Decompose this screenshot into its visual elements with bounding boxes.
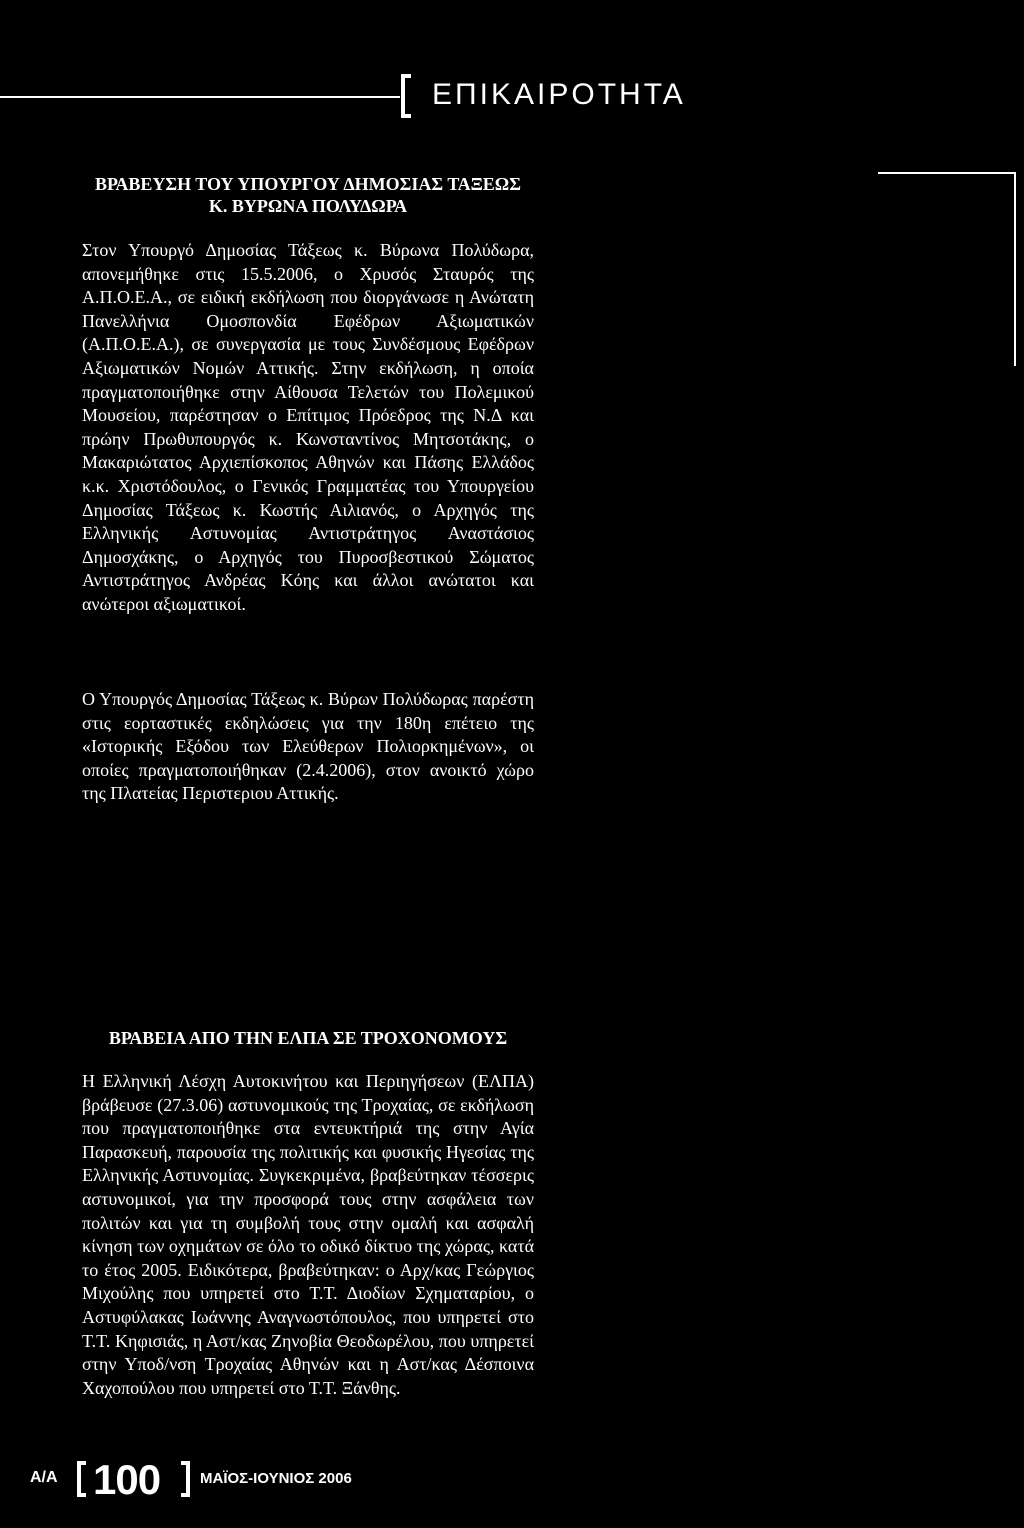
header-rule [0, 96, 400, 98]
article-elpa-awards [82, 1027, 534, 1400]
article-award-minister [82, 173, 534, 617]
left-bracket-icon [76, 1461, 87, 1497]
issue-date: ΜΑΪΟΣ-ΙΟΥΝΙΟΣ 2006 [200, 1470, 352, 1487]
frame-top-rule [878, 172, 1016, 174]
header-bracket-icon [400, 74, 412, 118]
article-body: Στον Υπουργό Δημοσίας Τάξεως κ. Βύρωνα Πολύδωρα, απονεμήθηκε στις 15.5.2006, ο Χρυσός Σταυρός της Α.Π.Ο.Ε.Α., σε ειδική εκδήλωση που διοργάνωσε η Ανώτατη Πανελλήνια Ομοσπονδία Εφέδρων Αξιωματικών (Α.Π.Ο.Ε.Α.), σε συνεργασία με τους Συνδέσμους Εφέδρων Αξιωματικών Νομών Αττικής. Στην εκδήλωση, η οποία πραγματοποιήθηκε στην Αίθουσα Τελετών του Πολεμικού Μουσείου, παρέστησαν ο Επίτιμος Πρόεδρος της Ν.Δ και πρώην Πρωθυπουργός κ. Κωνσταντίνος Μητσοτάκης, ο Μακαριώτατος Αρχιεπίσκοπος Αθηνών και Πάσης Ελλάδος κ.κ. Χριστόδουλος, ο Γενικός Γραμματέας του Υπουργείου Δημοσίας Τάξεως κ. Κωστής Αιλιανός, ο Αρχηγός της Ελληνικής Αστυνομίας Αντιστράτηγος Αναστάσιος Δημοσχάκης, ο Αρχηγός του Πυροσβεστικού Σώματος Αντιστράτηγος Ανδρέας Κόης και άλλοι ανώτατοι και ανώτεροι αξιωματικοί. [82, 240, 534, 614]
page-number: 100 [93, 1456, 161, 1503]
article-heading: ΒΡΑΒΕΙΑ ΑΠΟ ΤΗΝ ΕΛΠΑ ΣΕ ΤΡΟΧΟΝΟΜΟΥΣ [108, 1028, 508, 1048]
article-heading-line2: Κ. ΒΥΡΩΝΑ ΠΟΛΥΔΩΡΑ [208, 196, 408, 216]
right-bracket-icon [180, 1461, 191, 1497]
article-heading-line1: ΒΡΑΒΕΥΣΗ ΤΟΥ ΥΠΟΥΡΓΟΥ ΔΗΜΟΣΙΑΣ ΤΑΞΕΩΣ [94, 174, 521, 194]
section-title: ΕΠΙΚΑΙΡΟΤΗΤΑ [432, 78, 686, 111]
article-body: Ο Υπουργός Δημοσίας Τάξεως κ. Βύρων Πολύδωρας παρέστη στις εορταστικές εκδηλώσεις για την 180η επέτειο της «Ιστορικής Εξόδου των Ελεύθερων Πολιορκημένων», οι οποίες πραγματοποιήθηκαν (2.4.2006), στον ανοικτό χώρο της Πλατείας Περιστεριου Αττικής. [82, 689, 534, 804]
article-body: Η Ελληνική Λέσχη Αυτοκινήτου και Περιηγήσεων (ΕΛΠΑ) βράβευσε (27.3.06) αστυνομικούς της Τροχαίας, σε εκδήλωση που πραγματοποιήθηκε στα εντευκτήριά της στην Αγία Παρασκευή, παρουσία της πολιτικής και φυσικής Ηγεσίας της Ελληνικής Αστυνομίας. Συγκεκριμένα, βραβεύτηκαν τέσσερις αστυνομικοί, για την προσφορά τους στην ασφάλεια των πολιτών και για τη συμβολή τους στην ομαλή και ασφαλή κίνηση των οχημάτων σε όλο το οδικό δίκτυο της χώρας, κατά το έτος 2005. Ειδικότερα, βραβεύτηκαν: ο Αρχ/κας Γεώργιος Μιχούλης που υπηρετεί στο Τ.Τ. Διοδίων Σχηματαρίου, ο Αστυφύλακας Ιωάννης Αναγνωστόπουλος, που υπηρετεί στο Τ.Τ. Κηφισιάς, η Αστ/κας Ζηνοβία Θεοδωρέλου, που υπηρετεί στην Υποδ/νση Τροχαίας Αθηνών και η Αστ/κας Δέσποινα Χαχοπούλου που υπηρετεί στο Τ.Τ. Ξάνθης. [82, 1071, 534, 1398]
article-messolonghi-exodus [82, 688, 534, 806]
frame-right-rule [1014, 172, 1016, 366]
magazine-abbr: Α/Α [30, 1469, 58, 1486]
page-footer [30, 1456, 450, 1503]
